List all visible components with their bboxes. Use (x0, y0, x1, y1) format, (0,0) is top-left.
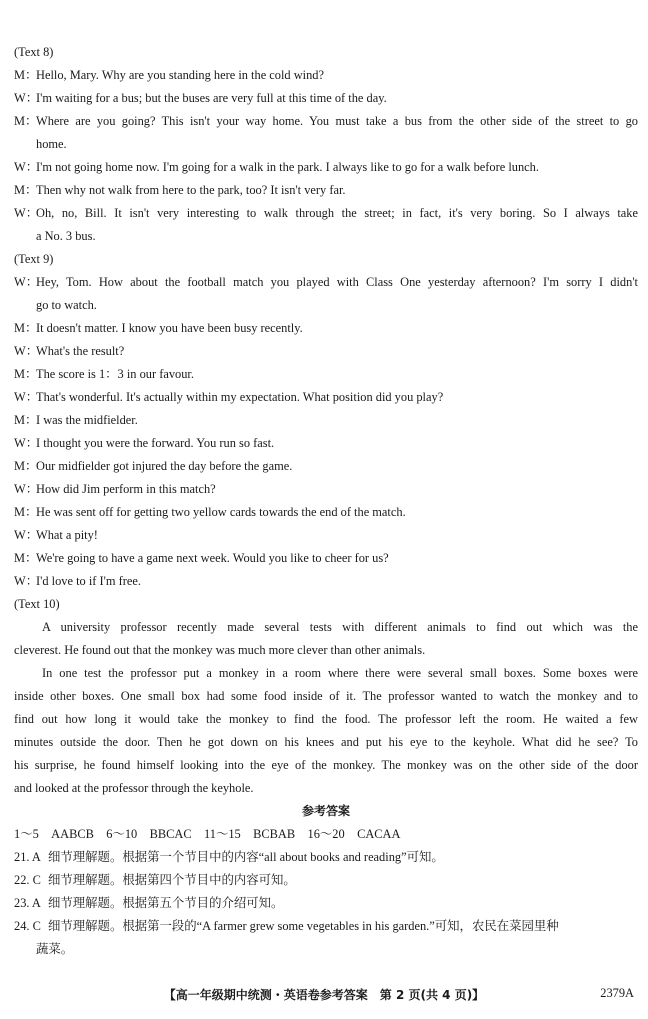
speaker-label: W： (14, 344, 39, 358)
passage-line: and looked at the professor through the keyhole. (14, 781, 254, 795)
dialogue-line (14, 478, 638, 501)
speaker-label (14, 294, 36, 317)
speaker-label (14, 225, 36, 248)
text10-passage (14, 616, 638, 800)
dialogue-text: I thought you were the forward. You run so fast. (36, 436, 275, 450)
speaker-label: M： (14, 413, 38, 427)
dialogue-line (14, 202, 638, 225)
page-footer (0, 986, 648, 1008)
dialogue-line (14, 386, 638, 409)
answer-text: 细节理解题。根据第一个节目中的内容“all about books and reading”可知。 (48, 850, 444, 864)
dialogue-line (14, 87, 638, 110)
speaker-label: M： (14, 367, 38, 381)
dialogue-text: Hey, Tom. How about the football match you played with Class One yesterday afternoon? I'm sorry I didn't (36, 275, 638, 289)
speaker-label: M： (14, 321, 38, 335)
answer-explanations (14, 846, 638, 961)
dialogue-text: I'm waiting for a bus; but the buses are very full at this time of the day. (36, 91, 387, 105)
speaker-label: W： (14, 206, 39, 220)
dialogue-line (14, 271, 638, 294)
dialogue-line (14, 501, 638, 524)
dialogue-line (14, 294, 638, 317)
answer-summary: 1～5 AABCB 6～10 BBCAC 11～15 BCBAB 16～20 CACAA (14, 827, 401, 841)
answer-document (14, 41, 638, 961)
speaker-label: M： (14, 183, 38, 197)
passage-line: In one test the professor put a monkey in a room where there were several small boxes. Some boxes were (42, 666, 638, 680)
answer-item (14, 892, 638, 915)
dialogue-text: What's the result? (36, 344, 125, 358)
text10-heading: (Text 10) (14, 597, 60, 611)
passage-line: inside other boxes. One small box had some food inside of it. The professor wanted to watch the monkey and to (14, 689, 638, 703)
text9-dialogue (14, 271, 638, 593)
dialogue-text: a No. 3 bus. (36, 229, 96, 243)
dialogue-line (14, 547, 638, 570)
passage-line: minutes outside the door. Then he got down on his knees and put his eye to the keyhole. What did he see? To (14, 735, 638, 749)
speaker-label: M： (14, 551, 38, 565)
speaker-label: W： (14, 528, 39, 542)
answer-item (14, 915, 638, 938)
dialogue-line (14, 133, 638, 156)
passage-line: find out how long it would take the monkey to find the food. The professor left the room. He waited a few (14, 712, 638, 726)
dialogue-text: That's wonderful. It's actually within my expectation. What position did you play? (36, 390, 444, 404)
dialogue-text: It doesn't matter. I know you have been busy recently. (36, 321, 303, 335)
dialogue-text: Then why not walk from here to the park, too? It isn't very far. (36, 183, 346, 197)
dialogue-text: What a pity! (36, 528, 98, 542)
dialogue-text: I'd love to if I'm free. (36, 574, 141, 588)
dialogue-text: go to watch. (36, 298, 97, 312)
speaker-label: M： (14, 459, 38, 473)
dialogue-text: How did Jim perform in this match? (36, 482, 216, 496)
dialogue-line (14, 409, 638, 432)
speaker-label: M： (14, 68, 38, 82)
answer-text: 细节理解题。根据第四个节目中的内容可知。 (48, 873, 296, 887)
answer-continuation: 蔬菜。 (36, 942, 74, 956)
dialogue-line (14, 363, 638, 386)
dialogue-line (14, 317, 638, 340)
answer-item (14, 869, 638, 892)
answer-text: 细节理解题。根据第一段的“A farmer grew some vegetables in his garden.”可知，农民在菜园里种 (48, 919, 559, 933)
answer-text: 细节理解题。根据第五个节目的介绍可知。 (48, 896, 284, 910)
answer-section-title: 参考答案 (301, 804, 350, 818)
passage-line: A university professor recently made several tests with different animals to find out which was the (42, 620, 638, 634)
dialogue-text: I was the midfielder. (36, 413, 138, 427)
dialogue-text: Our midfielder got injured the day before the game. (36, 459, 293, 473)
answer-label: 22. C (14, 873, 41, 887)
passage-line: his surprise, he found himself looking into the eye of the monkey. The monkey was on the other side of the door (14, 758, 638, 772)
speaker-label: W： (14, 574, 39, 588)
dialogue-line (14, 225, 638, 248)
text9-heading: (Text 9) (14, 252, 54, 266)
footer-code: 2379A (600, 986, 634, 1000)
footer-title: 【高一年级期中统测・英语卷参考答案 第 2 页(共 4 页)】 (163, 988, 485, 1002)
text8-heading: (Text 8) (14, 45, 54, 59)
dialogue-line (14, 455, 638, 478)
dialogue-line (14, 570, 638, 593)
dialogue-text: Where are you going? This isn't your way home. You must take a bus from the other side of the street to go (36, 114, 638, 128)
dialogue-text: home. (36, 137, 67, 151)
answer-label: 21. A (14, 850, 41, 864)
speaker-label: W： (14, 436, 39, 450)
dialogue-line (14, 179, 638, 202)
dialogue-line (14, 432, 638, 455)
speaker-label: W： (14, 275, 39, 289)
dialogue-text: The score is 1：3 in our favour. (36, 367, 194, 381)
dialogue-text: I'm not going home now. I'm going for a walk in the park. I always like to go for a walk before lunch. (36, 160, 539, 174)
dialogue-text: He was sent off for getting two yellow cards towards the end of the match. (36, 505, 406, 519)
answer-item (14, 846, 638, 869)
dialogue-line (14, 110, 638, 133)
speaker-label (14, 133, 36, 156)
speaker-label: W： (14, 482, 39, 496)
dialogue-line (14, 64, 638, 87)
speaker-label: M： (14, 505, 38, 519)
speaker-label: W： (14, 390, 39, 404)
dialogue-text: Oh, no, Bill. It isn't very interesting to walk through the street; in fact, it's very boring. So I always take (36, 206, 638, 220)
passage-line: cleverest. He found out that the monkey was much more clever than other animals. (14, 643, 426, 657)
dialogue-text: We're going to have a game next week. Would you like to cheer for us? (36, 551, 389, 565)
text8-dialogue (14, 64, 638, 248)
answer-label: 24. C (14, 919, 41, 933)
dialogue-line (14, 524, 638, 547)
answer-label: 23. A (14, 896, 41, 910)
dialogue-line (14, 340, 638, 363)
speaker-label: W： (14, 160, 39, 174)
speaker-label: W： (14, 91, 39, 105)
dialogue-line (14, 156, 638, 179)
speaker-label: M： (14, 114, 38, 128)
dialogue-text: Hello, Mary. Why are you standing here in the cold wind? (36, 68, 325, 82)
